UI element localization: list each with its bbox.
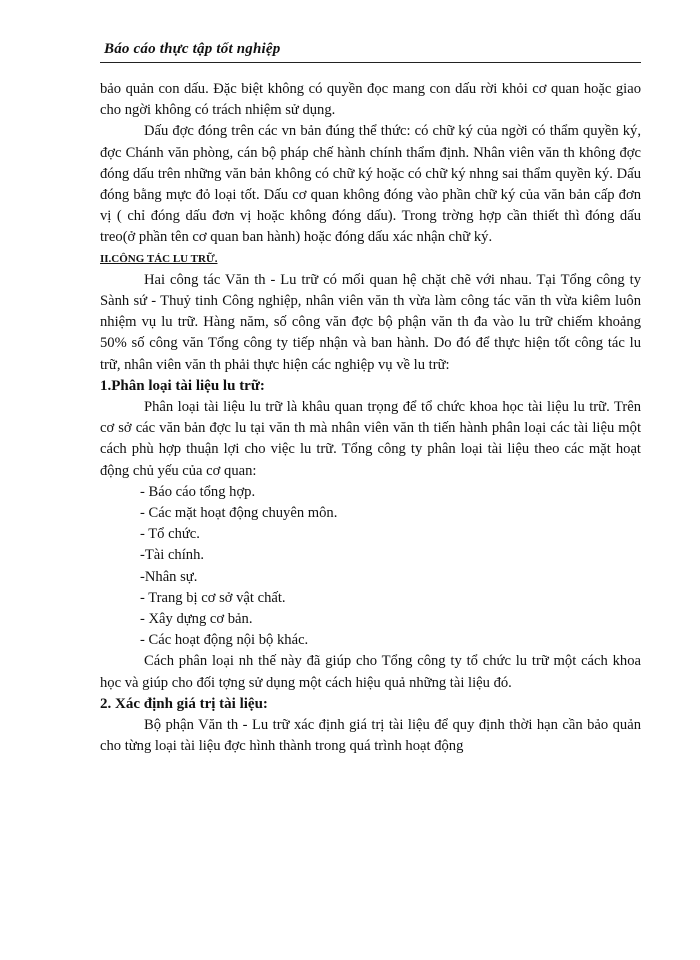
list-item: - Tổ chức.: [140, 526, 200, 543]
list-item: - Các hoạt động nội bộ khác.: [140, 632, 309, 649]
header-divider: [100, 62, 641, 63]
list-item: - Báo cáo tổng hợp.: [140, 483, 256, 500]
list-item: -Nhân sự.: [140, 568, 198, 585]
list-item: - Trang bị cơ sở vật chất.: [140, 589, 286, 606]
heading-classification: 1.Phân loại tài liệu lu trữ:: [100, 377, 265, 394]
list-item: - Xây dựng cơ bản.: [140, 611, 253, 628]
document-body: [100, 79, 641, 758]
paragraph-3: Hai công tác Văn th - Lu trữ có mối quan hệ chặt chẽ với nhau. Tại Tổng công ty Sành sứ - Thuỷ tinh Công nghiệp, nhân viên văn th vừa làm công tác văn th vừa kiêm luôn nhiệm vụ lu trữ. Hàng năm, số công văn đợc bộ phận văn th đa vào lu trữ chiếm khoảng 50% số công văn Tổng công ty tiếp nhận và ban hành. Do đó để thực hiện tốt công tác lu trữ, nhân viên văn th phải thực hiện các nghiệp vụ về lu trữ:: [100, 271, 641, 373]
section-heading-2: II.CÔNG TÁC LU TRỮ.: [100, 252, 218, 265]
paragraph-6: Bộ phận Văn th - Lu trữ xác định giá trị tài liệu để quy định thời hạn cần bảo quản cho từng loại tài liệu đợc hình thành trong quá trình hoạt động: [100, 717, 641, 755]
classification-list: [100, 482, 641, 652]
list-item: -Tài chính.: [140, 547, 205, 564]
page-header-title: Báo cáo thực tập tốt nghiệp: [104, 41, 281, 57]
paragraph-1: bảo quản con dấu. Đặc biệt không có quyền đọc mang con dấu rời khỏi cơ quan hoặc giao cho ngời không có trách nhiệm sử dụng.: [100, 81, 641, 119]
heading-value-determination: 2. Xác định giá trị tài liệu:: [100, 695, 268, 712]
paragraph-2: Dấu đợc đóng trên các vn bản đúng thể thức: có chữ ký của ngời có thẩm quyền ký, đợc Chánh văn phòng, cán bộ pháp chế hành chính thẩm định. Nhân viên văn th không đợc đóng dấu trên những văn bản không có chữ ký hoặc có chữ ký nhng sai thẩm quyền ký. Dấu đóng bằng mực đỏ loại tốt. Dấu cơ quan không đóng vào phần chữ ký của văn bản cấp đơn vị ( chỉ đóng dấu đơn vị hoặc không đóng dấu). Trong trờng hợp cần thiết thì đóng dấu treo(ở phần tên cơ quan ban hành) hoặc đóng dấu xác nhận chữ ký.: [100, 123, 641, 246]
paragraph-5: Cách phân loại nh thế này đã giúp cho Tổng công ty tổ chức lu trữ một cách khoa học và giúp cho đối tợng sử dụng một cách hiệu quả những tài liệu đó.: [100, 653, 641, 691]
list-item: - Các mặt hoạt động chuyên môn.: [140, 505, 338, 522]
paragraph-4: Phân loại tài liệu lu trữ là khâu quan trọng để tổ chức khoa học tài liệu lu trữ. Trên cơ sở các văn bản đợc lu tại văn th mà nhân viên văn th tiến hành phân loại các tài liệu một cách phù hợp thuận lợi cho việc lu trữ. Tổng công ty phân loại tài liệu theo các mặt hoạt động chủ yếu của cơ quan:: [100, 399, 641, 479]
